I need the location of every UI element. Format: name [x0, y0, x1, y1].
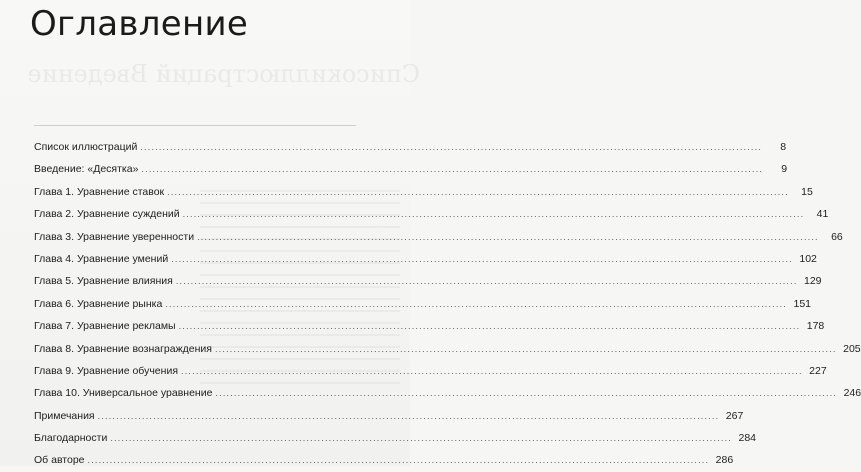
toc-entry[interactable]: [34, 226, 843, 248]
dot-leader: [171, 248, 797, 270]
toc-entry[interactable]: [34, 405, 744, 427]
toc-entry-label: Глава 3. Уравнение уверенности: [34, 230, 195, 243]
toc-entry[interactable]: [34, 293, 812, 315]
toc-entry-page: 246: [843, 387, 861, 400]
dot-leader: [179, 315, 805, 337]
toc-entry-page: 129: [804, 275, 822, 288]
toc-entry-page: 15: [801, 185, 813, 198]
toc-entry[interactable]: [34, 136, 787, 158]
toc-entry-page: 227: [809, 364, 827, 377]
toc-entry-label: Благодарности: [34, 432, 108, 445]
toc-entry-page: 8: [780, 141, 787, 153]
toc-entry-label: Глава 10. Универсальное уравнение: [34, 387, 213, 400]
dot-leader: [140, 136, 766, 158]
toc-entry-page: 178: [806, 320, 825, 333]
toc-entry[interactable]: [34, 360, 827, 382]
toc-entry-label: Глава 7. Уравнение рекламы: [34, 320, 176, 333]
dot-leader: [181, 360, 807, 382]
toc-entry-label: Глава 8. Уравнение вознаграждения: [34, 342, 212, 355]
toc-entry[interactable]: [34, 449, 734, 471]
dot-leader: [183, 203, 809, 225]
toc-entry-page: 9: [781, 163, 788, 176]
toc-entry[interactable]: [34, 248, 817, 270]
toc-entry-page: 205: [843, 342, 861, 355]
toc-entry-page: 267: [725, 409, 744, 422]
toc-entry-label: Глава 4. Уравнение умений: [34, 252, 169, 265]
toc-entry-label: Введение: «Десятка»: [34, 163, 139, 176]
toc-entry[interactable]: [34, 338, 861, 360]
toc-entry-label: Глава 9. Уравнение обучения: [34, 364, 179, 377]
toc-entry-label: Глава 6. Уравнение рынка: [34, 297, 163, 310]
toc-entry-label: Глава 2. Уравнение суждений: [34, 208, 180, 221]
toc-entry[interactable]: [34, 270, 822, 292]
toc-entry-page: 151: [793, 297, 812, 310]
toc-entry-label: Примечания: [34, 409, 95, 422]
dot-leader: [197, 226, 823, 248]
toc-entry[interactable]: [34, 315, 825, 337]
toc-entry-label: Список иллюстраций: [34, 141, 138, 153]
dot-leader: [98, 405, 724, 427]
table-of-contents: [34, 136, 861, 472]
toc-entry-page: 286: [715, 454, 734, 467]
toc-entry-label: Глава 5. Уравнение влияния: [34, 275, 173, 288]
toc-entry-page: 41: [816, 208, 829, 221]
dot-leader: [110, 427, 736, 449]
toc-entry[interactable]: [34, 203, 829, 225]
dot-leader: [176, 270, 802, 292]
toc-entry-page: 284: [738, 432, 757, 445]
toc-entry-page: 66: [831, 230, 843, 243]
toc-entry[interactable]: [34, 427, 757, 449]
toc-entry[interactable]: [34, 181, 813, 203]
toc-entry[interactable]: [34, 158, 788, 180]
divider: [34, 125, 356, 126]
dot-leader: [141, 158, 767, 180]
toc-entry-page: 102: [799, 252, 817, 265]
page-title: Оглавление: [30, 4, 249, 44]
toc-entry-label: Об авторе: [34, 454, 85, 467]
dot-leader: [215, 382, 841, 404]
toc-entry[interactable]: [34, 382, 861, 404]
dot-leader: [215, 338, 841, 360]
dot-leader: [165, 293, 791, 315]
dot-leader: [88, 449, 714, 471]
dot-leader: [167, 181, 793, 203]
toc-entry-label: Глава 1. Уравнение ставок: [34, 185, 165, 198]
bleed-through-text: Списокиллюстраций Введение: [27, 60, 420, 88]
